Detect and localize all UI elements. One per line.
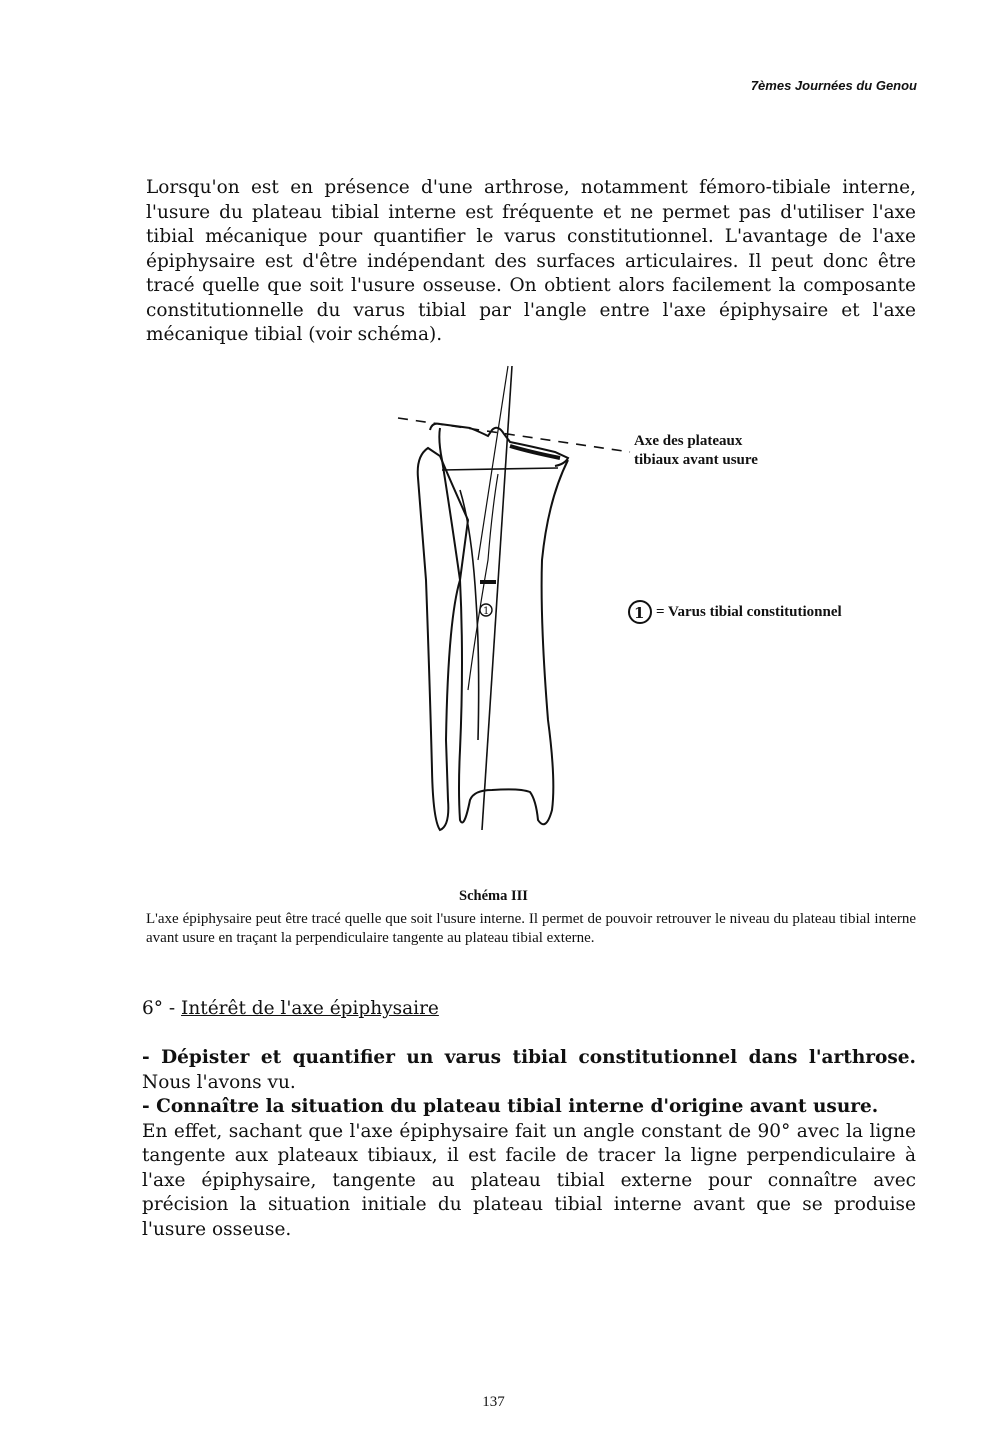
intro-paragraph: Lorsqu'on est en présence d'une arthrose, notamment fémoro-tibiale interne, l'usure du plateau tibial interne est fréquente et ne permet pas d'utiliser l'axe tibial mécanique pour quantifier le varus constitutionnel. L'avantage de l'axe épiphysaire est d'être indépendant des surfaces articulaires. Il peut donc être tracé quelle que soit l'usure osseuse. On obtient alors facilement la composante constitutionnelle du varus tibial par l'angle entre l'axe épiphysaire et l'axe mécanique tibial (voir schéma). (146, 177, 916, 345)
section-number: 6° - (142, 998, 182, 1019)
figure-caption-text: L'axe épiphysaire peut être tracé quelle que soit l'usure interne. Il permet de pouvoir retrouver le niveau du plateau tibial interne avant usure en traçant la perpendiculaire tangente au plateau tibial externe. (146, 911, 916, 946)
plateau-axis-label-line2: tibiaux avant usure (634, 452, 758, 468)
closing-paragraph: En effet, sachant que l'axe épiphysaire fait un angle constant de 90° avec la ligne tangente aux plateaux tibiaux, il est facile de tracer la ligne perpendiculaire à l'axe épiphysaire, tangente au plateau tibial externe pour connaître avec précision la situation initiale du plateau tibial interne avant que se produise l'usure osseuse. (142, 1120, 916, 1240)
angle-marker-digit: 1 (483, 606, 490, 617)
page-number: 137 (482, 1394, 505, 1410)
mechanical-axis-line (478, 366, 508, 560)
point-item (142, 1046, 916, 1095)
point-text: Nous l'avons vu. (142, 1071, 296, 1093)
legend-marker-digit: 1 (634, 604, 645, 622)
running-header: 7èmes Journées du Genou (750, 78, 917, 93)
tibia-schematic (380, 360, 920, 840)
section-body (142, 1046, 916, 1242)
section-title: Intérêt de l'axe épiphysaire (181, 998, 439, 1019)
figure-caption-title: Schéma III (459, 888, 528, 904)
plateau-axis-label-line1: Axe des plateaux (634, 433, 743, 449)
fibula-outline (418, 448, 468, 830)
varus-legend-label: = Varus tibial constitutionnel (656, 604, 842, 620)
tibia-inner-outline (460, 490, 479, 740)
plateau-line (442, 468, 558, 470)
point-bold: - Dépister et quantifier un varus tibial constitutionnel dans l'arthrose. (142, 1047, 916, 1068)
point-bold: - Connaître la situation du plateau tibial interne d'origine avant usure. (142, 1096, 879, 1117)
plateau-axis-label (634, 432, 758, 470)
point-item (142, 1095, 916, 1120)
section-heading (142, 998, 439, 1019)
tibial-plateau-outline (430, 424, 568, 466)
